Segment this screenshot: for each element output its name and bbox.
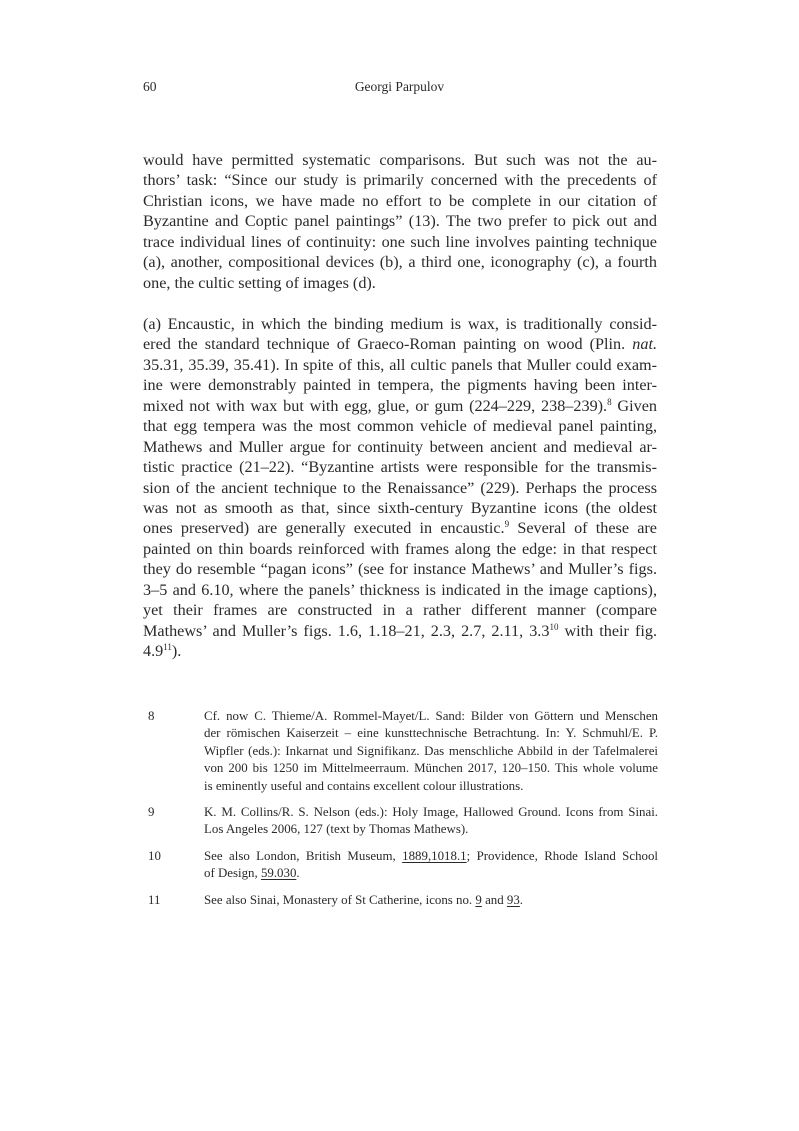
footnote-ref: 9	[504, 519, 510, 530]
text-run: Mathews and Muller argue for continuity between ancient and medieval ar-	[143, 437, 657, 456]
text-run: Wipfler (eds.): Inkarnat und Signifikanz. Das menschliche Abbild in der Tafelmalerei	[204, 743, 658, 758]
text-run: painted on thin boards reinforced with frames along the edge: in that respect	[143, 539, 657, 558]
link[interactable]: 93	[506, 893, 520, 907]
footnote-text	[204, 848, 658, 883]
text-line	[143, 478, 657, 498]
text-line	[143, 539, 657, 559]
text-line	[143, 375, 657, 395]
text-run: thors’ task: “Since our study is primarily concerned with the precedents of	[143, 171, 657, 190]
text-run: ones preserved) are generally executed in encaustic.	[143, 519, 505, 538]
footnote-ref: 8	[607, 396, 612, 407]
text-run: with their fig.	[558, 621, 657, 640]
text-line	[143, 518, 657, 538]
text-run: 4.9	[143, 642, 164, 660]
text-line	[143, 170, 657, 190]
text-line	[204, 865, 658, 882]
text-line	[143, 498, 657, 518]
text-line	[143, 580, 657, 600]
text-run: ; Providence, Rhode Island School	[466, 849, 658, 863]
text-run: Christian icons, we have made no effort to be complete in our citation of	[143, 191, 657, 210]
text-line	[204, 760, 658, 777]
text-run: Given	[611, 396, 657, 415]
footnote-number: 10	[148, 849, 161, 863]
text-run: is eminently useful and contains excellent colour illustrations.	[204, 778, 524, 793]
text-run: Los Angeles 2006, 127 (text by Thomas Mathews).	[204, 822, 469, 837]
text-run: sion of the ancient technique to the Renaissance” (229). Perhaps the process	[143, 478, 657, 497]
text-line	[204, 778, 658, 795]
text-line	[204, 892, 658, 909]
text-line	[143, 232, 657, 252]
text-run: Byzantine and Coptic panel paintings” (13). The two prefer to pick out and	[143, 212, 657, 231]
text-line	[143, 355, 657, 375]
text-run: .	[519, 893, 524, 907]
footnote-text	[204, 892, 658, 909]
running-head: Georgi Parpulov	[354, 79, 445, 94]
text-run: Several of these are	[509, 519, 657, 538]
text-run: (a) Encaustic, in which the binding medium is wax, is traditionally consid-	[143, 315, 657, 333]
footnote-text	[204, 708, 658, 795]
footnote-text	[204, 804, 658, 839]
text-line	[204, 804, 658, 821]
text-run: one, the cultic setting of images (d).	[143, 273, 376, 292]
text-line	[143, 273, 657, 293]
text-run: mixed not with wax but with egg, glue, or gum (224–229, 238–239).	[143, 396, 608, 415]
text-line	[143, 252, 657, 272]
page-number: 60	[143, 79, 157, 94]
footnote-number: 8	[148, 709, 155, 723]
text-run: ).	[171, 642, 182, 660]
text-run: ine were demonstrably painted in tempera, the pigments having been inter-	[143, 376, 657, 395]
text-line	[143, 457, 657, 477]
footnote-number: 11	[148, 893, 161, 907]
link[interactable]: 9	[475, 893, 482, 907]
text-run: (a), another, compositional devices (b), a third one, iconography (c), a fourth	[143, 253, 657, 272]
text-run: of Design,	[204, 866, 261, 881]
text-line	[143, 211, 657, 231]
italic-text: nat.	[632, 335, 657, 354]
text-line	[143, 396, 657, 416]
footnote-ref: 10	[549, 621, 559, 632]
text-line	[143, 437, 657, 457]
text-line	[204, 743, 658, 760]
footnote-number: 9	[148, 805, 155, 819]
text-run: Cf. now C. Thieme/A. Rommel-Mayet/L. Sand: Bilder von Göttern und Menschen	[204, 709, 658, 723]
text-run: der römischen Kaiserzeit – eine kunsttechnische Betrachtung. In: Y. Schmuhl/E. P.	[204, 726, 658, 741]
text-run: ered the standard technique of Graeco-Roman painting on wood (Plin.	[143, 335, 633, 354]
text-run: Mathews’ and Muller’s figs. 1.6, 1.18–21, 2.3, 2.7, 2.11, 3.3	[143, 621, 550, 640]
text-run: K. M. Collins/R. S. Nelson (eds.): Holy Image, Hallowed Ground. Icons from Sinai.	[204, 805, 658, 819]
text-run: trace individual lines of continuity: one such line involves painting technique	[143, 232, 657, 251]
text-line	[143, 416, 657, 436]
text-line	[143, 314, 657, 334]
text-run: See also London, British Museum,	[204, 849, 403, 863]
text-line	[204, 725, 658, 742]
text-run: See also Sinai, Monastery of St Catherine, icons no.	[204, 893, 476, 907]
link[interactable]: 59.030	[260, 866, 297, 881]
text-line	[143, 600, 657, 620]
text-run: yet their frames are constructed in a rather different manner (compare	[143, 601, 657, 620]
text-line	[204, 821, 658, 838]
text-run: and	[481, 893, 507, 907]
text-line	[204, 848, 658, 865]
text-line	[143, 621, 657, 641]
link[interactable]: 1889,1018.1	[402, 849, 467, 863]
footnote-ref: 11	[163, 642, 172, 652]
text-line	[143, 559, 657, 579]
text-run: 3–5 and 6.10, where the panels’ thickness is indicated in the image captions),	[143, 580, 657, 599]
text-line	[143, 150, 657, 170]
text-run: .	[296, 866, 300, 881]
text-run: von 200 bis 1250 im Mittelmeerraum. München 2017, 120–150. This whole volume	[204, 761, 658, 776]
text-line	[204, 708, 658, 725]
text-run: tistic practice (21–22). “Byzantine artists were responsible for the transmis-	[143, 458, 657, 477]
paragraph-2	[143, 314, 657, 661]
text-line	[143, 334, 657, 354]
text-run: would have permitted systematic comparisons. But such was not the au-	[143, 151, 657, 169]
text-line	[143, 191, 657, 211]
paragraph-1	[143, 150, 657, 293]
text-line	[143, 641, 657, 661]
text-run: was not as smooth as that, since sixth-century Byzantine icons (the oldest	[143, 498, 657, 517]
text-run: 35.31, 35.39, 35.41). In spite of this, all cultic panels that Muller could exam-	[143, 355, 657, 374]
text-run: that egg tempera was the most common vehicle of medieval panel painting,	[143, 417, 657, 436]
text-run: they do resemble “pagan icons” (see for instance Mathews’ and Muller’s figs.	[143, 560, 657, 579]
